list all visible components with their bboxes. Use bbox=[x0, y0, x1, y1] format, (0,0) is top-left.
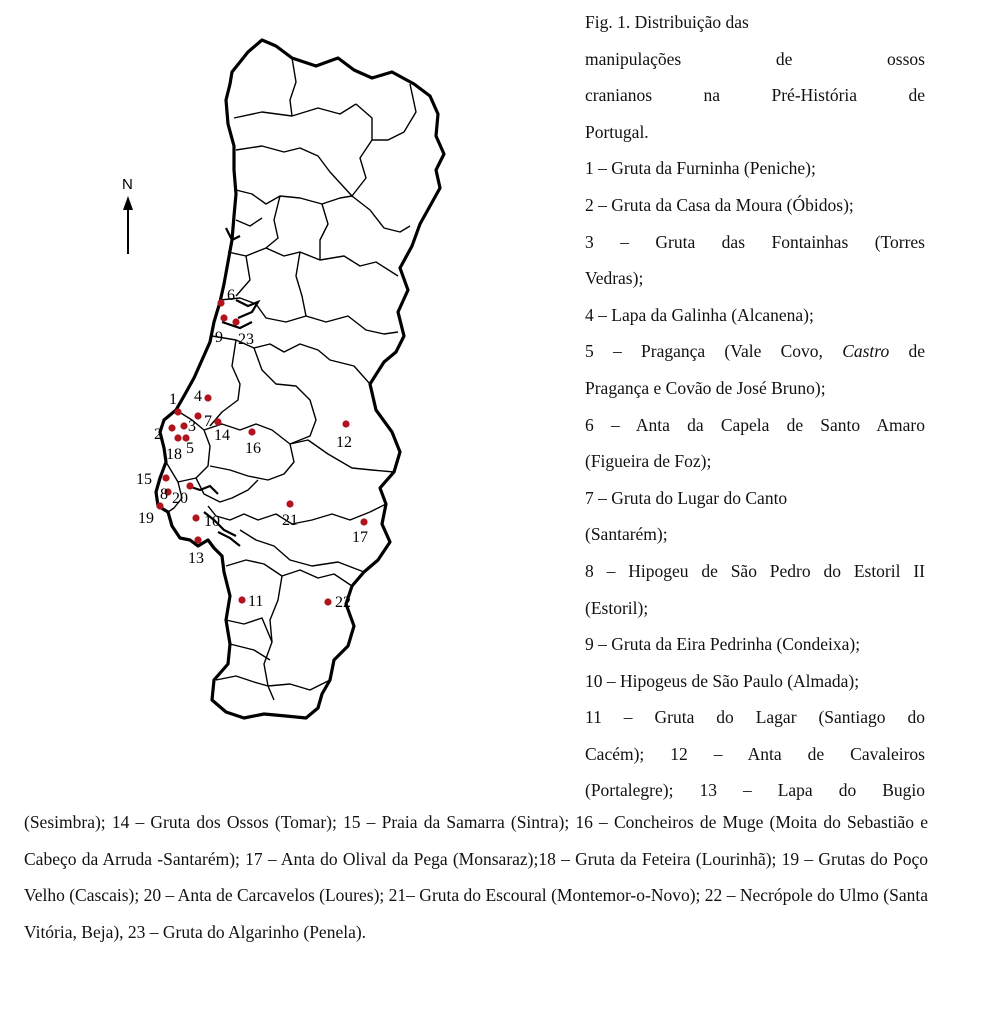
site-marker-9 bbox=[215, 314, 228, 346]
site-dot-icon bbox=[174, 408, 181, 415]
site-dot-icon bbox=[232, 318, 239, 325]
site-dot-icon bbox=[342, 420, 349, 427]
site-label: 16 bbox=[245, 440, 261, 457]
legend-entry-text: 5 – Pragança (Vale Covo, bbox=[585, 341, 843, 362]
legend-entry-text: Vedras); bbox=[585, 268, 644, 289]
site-marker-18 bbox=[166, 434, 182, 463]
legend-entry-text: Pragança e Covão de José Bruno); bbox=[585, 377, 826, 398]
site-label: 14 bbox=[214, 427, 230, 444]
caption-title-line: cranianos na Pré-História de bbox=[585, 85, 925, 106]
site-label: 9 bbox=[215, 329, 223, 346]
site-marker-19 bbox=[138, 502, 164, 527]
site-label: 13 bbox=[188, 550, 204, 567]
legend-entry-text: (Portalegre); 13 – Lapa do Bugio bbox=[585, 780, 925, 801]
site-dot-icon bbox=[248, 428, 255, 435]
site-label: 1 bbox=[169, 391, 177, 408]
site-label: 8 bbox=[160, 486, 168, 503]
legend-entry-text: 3 – Gruta das Fontainhas (Torres bbox=[585, 231, 925, 252]
site-label: 11 bbox=[248, 593, 264, 610]
site-dot-icon bbox=[168, 424, 175, 431]
legend-entry bbox=[585, 187, 925, 224]
site-dot-icon bbox=[192, 514, 199, 521]
caption-title-line: manipulações de ossos bbox=[585, 48, 925, 69]
coastal-details bbox=[188, 228, 258, 546]
legend-entry-text: 7 – Gruta do Lugar do Canto bbox=[585, 487, 788, 508]
legend-entry bbox=[585, 224, 925, 261]
legend-entry bbox=[585, 663, 925, 700]
site-marker-17 bbox=[352, 518, 368, 546]
site-dot-icon bbox=[324, 598, 331, 605]
site-label: 6 bbox=[227, 287, 235, 304]
site-dot-icon bbox=[204, 394, 211, 401]
site-marker-4 bbox=[194, 388, 212, 405]
legend-entry-text: de bbox=[889, 341, 925, 362]
site-marker-8 bbox=[160, 486, 172, 503]
site-dot-icon bbox=[174, 434, 181, 441]
site-marker-5 bbox=[182, 434, 194, 457]
legend-entry-text: 1 – Gruta da Furninha (Peniche); bbox=[585, 158, 816, 179]
site-dot-icon bbox=[162, 474, 169, 481]
caption-entries bbox=[585, 150, 925, 809]
legend-entry-text: 8 – Hipogeu de São Pedro do Estoril II bbox=[585, 560, 925, 581]
site-label: 20 bbox=[172, 490, 188, 507]
legend-entry-text: (Santarém); bbox=[585, 524, 668, 545]
site-marker-16 bbox=[245, 428, 261, 457]
portugal-map bbox=[100, 30, 580, 790]
legend-entry bbox=[585, 443, 925, 480]
legend-entry-text: 11 – Gruta do Lagar (Santiago do bbox=[585, 707, 925, 728]
site-label: 22 bbox=[335, 594, 351, 611]
north-arrow bbox=[122, 176, 133, 254]
site-label: 10 bbox=[204, 513, 220, 530]
arrow-head-icon bbox=[123, 196, 133, 210]
site-label: 21 bbox=[282, 512, 298, 529]
legend-entry bbox=[585, 516, 925, 553]
site-label: 23 bbox=[238, 331, 254, 348]
site-marker-14 bbox=[214, 418, 230, 444]
legend-entry bbox=[585, 590, 925, 627]
caption-title bbox=[585, 4, 925, 150]
legend-entry-text: 4 – Lapa da Galinha (Alcanena); bbox=[585, 304, 814, 325]
legend-entry bbox=[585, 333, 925, 370]
legend-entry bbox=[585, 150, 925, 187]
site-marker-3 bbox=[180, 418, 196, 435]
site-dot-icon bbox=[180, 422, 187, 429]
site-label: 15 bbox=[136, 471, 152, 488]
site-label: 5 bbox=[186, 440, 194, 457]
legend-entry bbox=[585, 297, 925, 334]
site-label: 17 bbox=[352, 529, 368, 546]
site-marker-12 bbox=[336, 420, 352, 451]
north-label: N bbox=[122, 176, 133, 193]
portugal-outline bbox=[156, 40, 444, 718]
site-dot-icon bbox=[220, 314, 227, 321]
legend-entry bbox=[585, 626, 925, 663]
site-dot-icon bbox=[286, 500, 293, 507]
site-dot-icon bbox=[238, 596, 245, 603]
site-marker-10 bbox=[192, 513, 220, 530]
site-dot-icon bbox=[217, 299, 224, 306]
site-label: 4 bbox=[194, 388, 202, 405]
district-borders bbox=[166, 58, 416, 700]
site-marker-11 bbox=[238, 593, 263, 610]
site-dot-icon bbox=[156, 502, 163, 509]
legend-entry bbox=[585, 553, 925, 590]
site-marker-21 bbox=[282, 500, 298, 529]
legend-entry-text: 2 – Gruta da Casa da Moura (Óbidos); bbox=[585, 194, 854, 215]
legend-entry-text: 9 – Gruta da Eira Pedrinha (Condeixa); bbox=[585, 634, 861, 655]
legend-entry bbox=[585, 260, 925, 297]
site-marker-20 bbox=[172, 482, 194, 507]
legend-entry-text: 6 – Anta da Capela de Santo Amaro bbox=[585, 414, 925, 435]
site-label: 19 bbox=[138, 510, 154, 527]
site-label: 3 bbox=[188, 418, 196, 435]
site-label: 7 bbox=[204, 413, 212, 430]
site-dot-icon bbox=[214, 418, 221, 425]
caption-title-line: Portugal. bbox=[585, 121, 649, 142]
site-label: 2 bbox=[154, 426, 162, 443]
caption-continuation-text: (Sesimbra); 14 – Gruta dos Ossos (Tomar); 15 – Praia da Samarra (Sintra); 16 – Concheiros de Muge (Moita do Sebastião e Cabeço da Arruda -Santarém); 17 – Anta do Olival da Pega (Monsaraz);18 – Gruta da Feteira (Lourinhã); 19 – Grutas do Poço Velho (Cascais); 20 – Anta de Carcavelos (Loures); 21– Gruta do Escoural (Montemor-o-Novo); 22 – Necrópole do Ulmo (Santa Vitória, Beja), 23 – Gruta do Algarinho (Penela). bbox=[24, 812, 928, 942]
site-marker-2 bbox=[154, 424, 176, 443]
site-marker-22 bbox=[324, 594, 351, 611]
legend-entry-italic: Castro bbox=[842, 341, 890, 362]
legend-entry bbox=[585, 480, 925, 517]
site-dot-icon bbox=[194, 412, 201, 419]
site-dot-icon bbox=[360, 518, 367, 525]
caption-continuation bbox=[24, 804, 928, 950]
legend-entry-text: 10 – Hipogeus de São Paulo (Almada); bbox=[585, 670, 860, 691]
caption-title-line: Fig. 1. Distribuição das bbox=[585, 12, 749, 32]
figure-caption bbox=[585, 4, 925, 809]
site-marker-7 bbox=[194, 412, 212, 430]
site-label: 18 bbox=[166, 446, 182, 463]
legend-entry bbox=[585, 407, 925, 444]
legend-entry-text: (Estoril); bbox=[585, 597, 649, 618]
site-dot-icon bbox=[186, 482, 193, 489]
legend-entry-text: Cacém); 12 – Anta de Cavaleiros bbox=[585, 743, 925, 764]
legend-entry bbox=[585, 699, 925, 736]
legend-entry bbox=[585, 736, 925, 773]
legend-entry-text: (Figueira de Foz); bbox=[585, 451, 712, 472]
site-dot-icon bbox=[194, 536, 201, 543]
legend-entry bbox=[585, 370, 925, 407]
site-label: 12 bbox=[336, 434, 352, 451]
